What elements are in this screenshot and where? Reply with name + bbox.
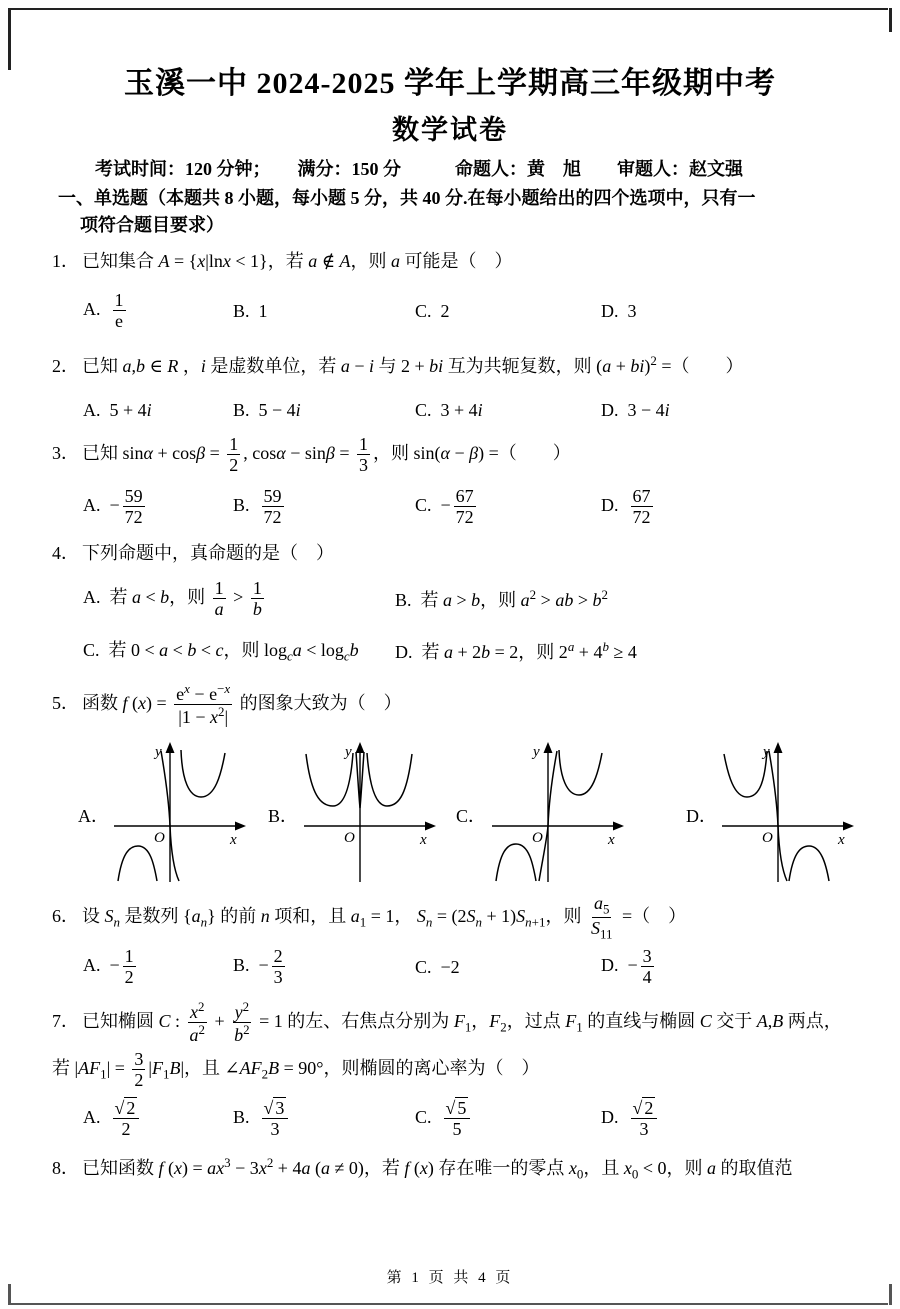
x-axis-label: x [420,832,427,848]
y-axis-label: y [155,744,162,760]
curve-lower-left [118,846,157,881]
question-1-option-b: B. 1 [233,300,268,321]
exam-title: 玉溪一中 2024-2025 学年上学期高三年级期中考 [124,67,776,100]
question-6 [52,893,686,942]
question-3-option-b: B. $\frac{59}{72}$ [233,486,282,528]
y-axis-label: y [763,744,770,760]
question-4-option-d: D. 若 a + 2b = 2，则 $2^a + 4^b \ge 4$ [395,639,637,663]
question-7-options [83,1098,660,1139]
question-7-continued [52,1049,539,1090]
question-3-number: 3． [52,442,79,463]
question-2-option-a: A. 5 + 4i [83,400,152,420]
question-5-graph-a-label: A． [78,806,109,826]
question-6-number: 6． [52,905,79,926]
question-5-graph-a [108,742,248,884]
scan-mark-top-right [889,8,892,32]
question-2-number: 2． [52,356,79,376]
y-axis-arrow-icon [166,742,175,753]
curve-upper-left [306,753,353,806]
section-heading-line1: 一、单选题（本题共 8 小题，每小题 5 分，共 40 分.在每小题给出的四个选项中，只有一 [58,188,756,208]
question-3-option-a: A. − $\frac{59}{72}$ [83,486,143,528]
question-5-graph-b [298,742,438,884]
question-1-option-c: C. 2 [415,300,450,321]
y-axis-label: y [345,744,352,760]
origin-label: O [344,830,355,846]
question-3-option-d: D. $\frac{67}{72}$ [601,486,651,528]
question-4-options-row2 [83,638,637,665]
x-axis-arrow-icon [425,822,436,831]
section-heading-line2: 项符合题目要求） [80,215,224,235]
question-7-stem-line1: 已知椭圆 C : $\frac{x^2}{a^2}$ + $\frac{y^2}{b^2}$ = 1 的左、右焦点分别为 $F_1$，$F_2$，过点 $F_1$ 的直线与椭圆 C 交于 A,B 两点， [82,999,842,1046]
question-5-graph-c-label: C． [456,806,487,826]
question-2-stem: 已知 a,b ∈ R ，i 是虚数单位，若 a − i 与 2 + bi 互为共轭复数，则 (a + bi)$^2$ =（ ） [82,353,744,376]
question-4-option-b: B. 若 a > b，则 $a^2$ > ab > $b^2$ [395,586,608,610]
curve-lower-left [496,844,536,881]
question-3-stem: 已知 sinα + cosβ = $\frac{1}{2}$ , cosα − sinβ = $\frac{1}{3}$ ，则 sin(α − β) =（ ） [82,434,571,476]
x-axis-arrow-icon [613,822,624,831]
x-axis-arrow-icon [235,822,246,831]
question-2-option-d: D. 3 − 4i [601,400,670,420]
question-3 [52,434,571,475]
question-2-option-b: B. 5 − 4i [233,400,301,420]
question-5-graph-options [0,742,900,894]
question-7-stem-line2: 若 $|AF_1|$ = $\frac{3}{2}$ $|F_1B|$，且 $\angle AF_2B = 90^\circ$，则椭圆的离心率为（ ） [52,1049,540,1091]
question-5-number: 5． [52,692,79,713]
question-4-number: 4． [52,543,79,563]
question-7-option-a: A. $\frac{√ 2}{2}$ [83,1098,233,1139]
x-axis-arrow-icon [843,822,854,831]
question-2 [52,352,744,378]
origin-label: O [154,830,165,846]
question-7-number: 7． [52,1010,79,1031]
question-2-option-c: C. 3 + 4i [415,400,483,420]
exam-subtitle: 数学试卷 [392,115,508,145]
question-6-stem: 设 $S_n$ 是数列 $\{a_n\}$ 的前 n 项和，且 $a_1 = 1$， $S_n = (2S_n + 1)S_{n+1}$，则 $\frac{a_5}{S_{11}}$ =（ ） [82,893,687,942]
x-axis-label: x [608,832,615,848]
y-axis-arrow-icon [774,742,783,753]
question-6-options [83,946,657,987]
question-4-option-a: A. 若 a < b，则 $\frac{1}{a}$ > $\frac{1}{b}$ [83,578,262,620]
y-axis-arrow-icon [356,742,365,753]
y-axis-arrow-icon [544,742,553,753]
curve-lower-right [789,846,829,881]
question-1-options [83,290,637,331]
curve-upper-right [367,753,412,806]
scan-mark-bottom-line [10,1303,888,1305]
question-5-graph-c [486,742,626,884]
scan-mark-top-left [8,8,11,70]
question-7-option-d: D. $\frac{√ 2}{3}$ [601,1098,660,1139]
question-4-stem: 下列命题中，真命题的是（ ） [82,543,334,563]
x-axis-label: x [838,832,845,848]
question-4-option-c: C. 若 0 < a < b < c，则 $\log_ca < \log_cb$ [83,640,359,664]
y-axis-label: y [533,744,540,760]
curve-upper-right [559,750,602,795]
question-6-option-c: C. −2 [415,956,460,977]
question-1-option-d: D. 3 [601,300,637,321]
question-1-number: 1． [52,251,79,271]
question-4 [52,541,334,565]
question-2-options [83,398,670,422]
question-6-option-d: D. − $\frac{3}{4}$ [601,946,652,988]
question-5-stem: 函数 f (x) = $\frac{e^x - e^{-x}}{|1 - x^2|}$ 的图象大致为（ ） [82,681,402,728]
question-7-option-c: C. $\frac{√ 5}{5}$ [415,1098,601,1139]
page-footer: 第 1 页 共 4 页 [386,1270,514,1286]
question-3-option-c: C. − $\frac{67}{72}$ [415,486,474,528]
question-1 [52,249,513,273]
question-7-option-b: B. $\frac{√ 3}{3}$ [233,1098,415,1139]
question-8-number: 8． [52,1158,79,1178]
question-5-graph-b-label: B． [268,806,299,826]
x-axis-label: x [230,832,237,848]
question-5-graph-d [716,742,856,884]
question-8-stem: 已知函数 f $(x) = ax^3 - 3x^2 + 4a$ (a ≠ 0)，若 f (x) 存在唯一的零点 $x_0$，且 $x_0 < 0$，则 a 的取值范 [82,1155,793,1182]
question-5-graph-d-label: D． [686,806,717,826]
question-6-option-b: B. − $\frac{2}{3}$ [233,946,283,988]
question-3-options [83,486,656,527]
origin-label: O [762,830,773,846]
question-8 [52,1154,792,1183]
curve-upper-right [181,750,225,797]
exam-info-line: 考试时间：120 分钟； 满分：150 分 命题人：黄 旭 审题人：赵文强 [95,159,743,179]
question-5 [52,682,402,727]
origin-label: O [532,830,543,846]
question-4-options-row1 [83,578,608,619]
question-6-option-a: A. − $\frac{1}{2}$ [83,946,134,988]
question-1-option-a: A. $\frac{1}{e}$ [83,290,124,332]
scan-mark-top-line [10,8,888,10]
question-7 [52,1000,842,1045]
question-1-stem: 已知集合 A = {x|lnx < 1}，若 a ∉ A，则 a 可能是（ ） [82,251,513,271]
curve-upper-left [724,751,767,797]
